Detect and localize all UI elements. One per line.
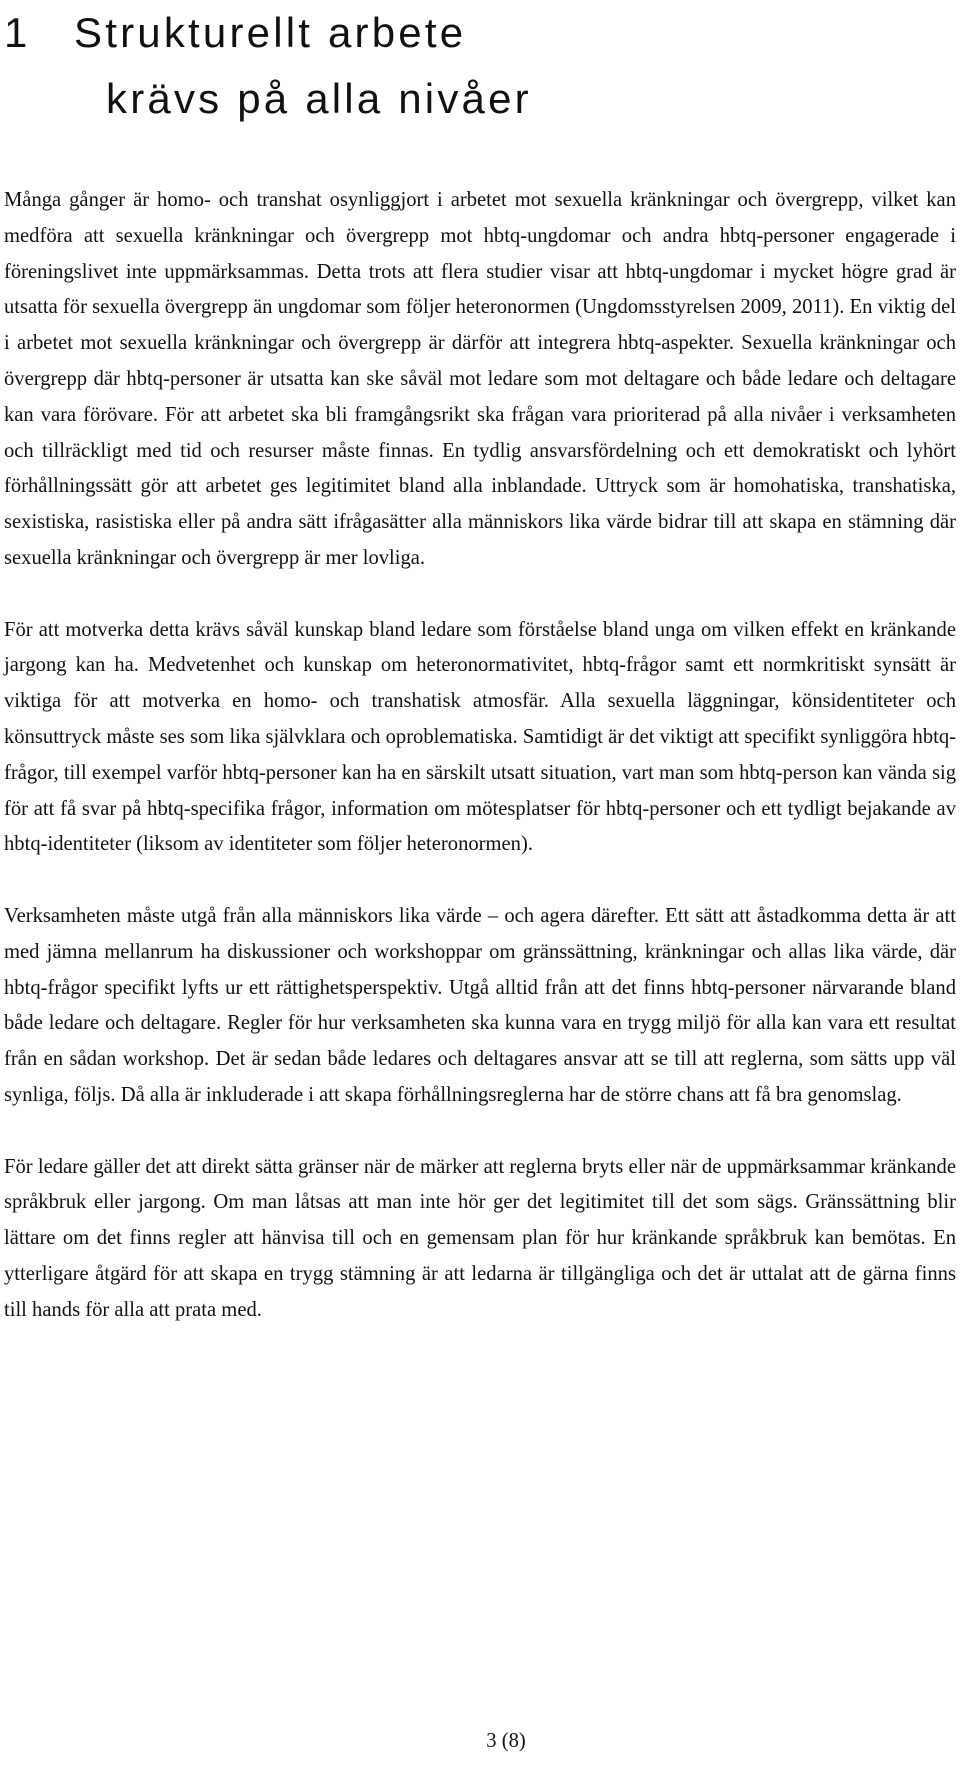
chapter-number: 1 <box>4 9 31 56</box>
heading-line-1 <box>4 0 532 66</box>
page-footer <box>0 1727 960 1755</box>
chapter-heading <box>4 0 532 132</box>
paragraph-1: Många gånger är homo- och transhat osynliggjort i arbetet mot sexuella kränkningar och övergrepp, vilket kan medföra att sexuella kränkningar och övergrepp mot hbtq-ungdomar och andra hbtq-personer engagerade i föreningslivet inte uppmärksammas. Detta trots att flera studier visar att hbtq-ungdomar i mycket högre grad är utsatta för sexuella övergrepp än ungdomar som följer heteronormen (Ungdomsstyrelsen 2009, 2011). En viktig del i arbetet mot sexuella kränkningar och övergrepp är därför att integrera hbtq-aspekter. Sexuella kränkningar och övergrepp där hbtq-personer är utsatta kan ske såväl mot ledare som mot deltagare och både ledare och deltagare kan vara förövare. För att arbetet ska bli framgångsrikt ska frågan vara prioriterad på alla nivåer i verksamheten och tillräckligt med tid och resurser måste finnas. En tydlig ansvarsfördelning och ett demokratiskt och lyhört förhållningssätt gör att arbetet ges legitimitet bland alla inblandade. Uttryck som är homohatiska, transhatiska, sexistiska, rasistiska eller på andra sätt ifrågasätter alla människors lika värde bidrar till att skapa en stämning där sexuella kränkningar och övergrepp är mer lovliga. <box>4 189 956 569</box>
paragraph-4: För ledare gäller det att direkt sätta gränser när de märker att reglerna bryts eller när de uppmärksammar kränkande språkbruk eller jargong. Om man låtsas att man inte hör ger det legitimitet till det som sägs. Gränssättning blir lättare om det finns regler att hänvisa till och en gemensam plan för hur kränkande språkbruk kan bemötas. En ytterligare åtgärd för att skapa en trygg stämning är att ledarna är tillgängliga och det är uttalat att de gärna finns till hands för alla att prata med. <box>4 1155 956 1321</box>
paragraph-2: För att motverka detta krävs såväl kunskap bland ledare som förståelse bland unga om vilken effekt en kränkande jargong kan ha. Medvetenhet och kunskap om heteronormativitet, hbtq-frågor samt ett normkritiskt synsätt är viktiga för att motverka en homo- och transhatisk atmosfär. Alla sexuella läggningar, könsidentiteter och könsuttryck måste ses som lika självklara och oproblematiska. Samtidigt är det viktigt att specifikt synliggöra hbtq-frågor, till exempel varför hbtq-personer kan ha en särskilt utsatt situation, vart man som hbtq-person kan vända sig för att få svar på hbtq-specifika frågor, information om mötesplatser för hbtq-personer och ett tydligt bejakande av hbtq-identiteter (liksom av identiteter som följer heteronormen). <box>4 618 956 856</box>
page-number: 3 (8) <box>486 1730 526 1752</box>
chapter-title-line-1: Strukturellt arbete <box>74 9 467 56</box>
body-text <box>4 183 956 1329</box>
paragraph-3: Verksamheten måste utgå från alla människors lika värde – och agera därefter. Ett sätt att åstadkomma detta är att med jämna mellanrum ha diskussioner och workshoppar om gränssättning, kränkningar och allas lika värde, där hbtq-frågor specifikt lyfts ur ett rättighetsperspektiv. Utgå alltid från att det finns hbtq-personer närvarande bland både ledare och deltagare. Regler för hur verksamheten ska kunna vara en trygg miljö för alla kan vara ett resultat från en sådan workshop. Det är sedan både ledares och deltagares ansvar att se till att reglerna, som sätts upp väl synliga, följs. Då alla är inkluderade i att skapa förhållningsreglerna har de större chans att få bra genomslag. <box>4 904 956 1106</box>
chapter-title-line-2: krävs på alla nivåer <box>106 75 532 122</box>
